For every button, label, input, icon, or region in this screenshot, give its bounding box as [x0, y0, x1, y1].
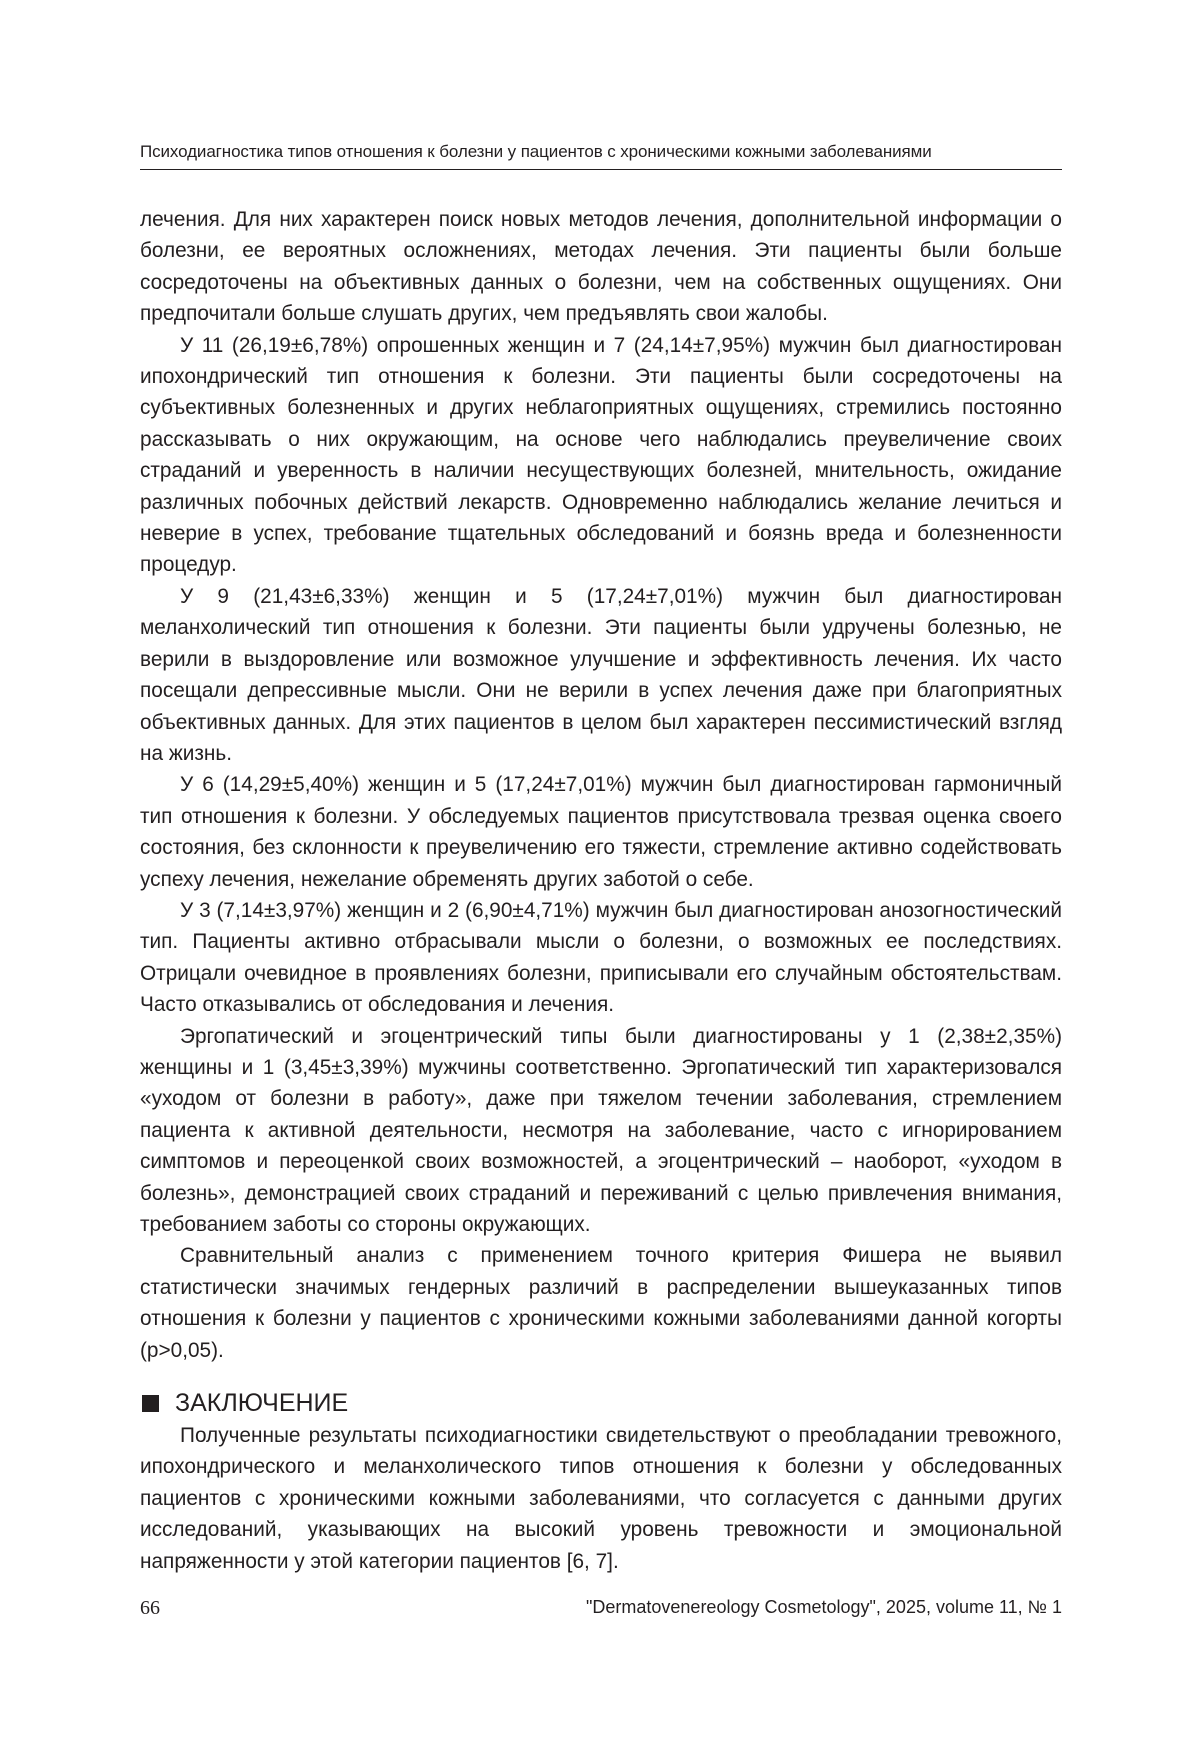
paragraph-fisher-test: Сравнительный анализ с применением точного критерия Фишера не выявил статистически значимых гендерных различий в распределении вышеуказанных типов отношения к болезни у пациентов с хроническими кожными заболеваниями данной когорты (p>0,05). [140, 1244, 1062, 1362]
conclusion-paragraph: Полученные результаты психодиагностики свидетельствуют о преобладании тревожного, ипохондрического и меланхолического типов отношения к болезни у обследованных пациентов с хроническими кожными заболеваниями, что согласуется с данными других исследований, указывающих на высокий уровень тревожности и эмоциональной напряженности у этой категории пациентов [6, 7]. [140, 1424, 1062, 1573]
page-number: 66 [140, 1597, 160, 1619]
conclusion-heading [140, 1386, 1062, 1420]
paragraph-melancholic-type: У 9 (21,43±6,33%) женщин и 5 (17,24±7,01%) мужчин был диагностирован меланхолический тип отношения к болезни. Эти пациенты были удручены болезнью, не верили в выздоровление или возможное улучшение и эффективность лечения. Их часто посещали депрессивные мысли. Они не верили в успех лечения даже при благоприятных объективных данных. Для этих пациентов в целом был характерен пессимистический взгляд на жизнь. [140, 584, 1062, 765]
paragraph-hypochondriac-type: У 11 (26,19±6,78%) опрошенных женщин и 7 (24,14±7,95%) мужчин был диагностирован ипохондрический тип отношения к болезни. Эти пациенты были сосредоточены на субъективных болезненных и других неблагоприятных ощущениях, стремились постоянно рассказывать о них окружающим, на основе чего наблюдались преувеличение своих страданий и уверенность в наличии несуществующих болезней, мнительность, ожидание различных побочных действий лекарств. Одновременно наблюдались желание лечиться и неверие в успех, требование тщательных обследований и боязнь вреда и болезненности процедур. [140, 333, 1062, 577]
journal-citation: "Dermatovenereology Cosmetology", 2025, volume 11, № 1 [586, 1597, 1062, 1617]
paragraph-harmonious-type: У 6 (14,29±5,40%) женщин и 5 (17,24±7,01%) мужчин был диагностирован гармоничный тип отношения к болезни. У обследуемых пациентов присутствовала трезвая оценка своего состояния, без склонности к преувеличению его тяжести, стремление активно содействовать успеху лечения, нежелание обременять других заботой о себе. [140, 773, 1062, 891]
article-body [140, 204, 1062, 1577]
section-square-icon [142, 1395, 159, 1412]
paragraph-anosognosic-type: У 3 (7,14±3,97%) женщин и 2 (6,90±4,71%) мужчин был диагностирован анозогностический тип. Пациенты активно отбрасывали мысли о болезни, о возможных ее последствиях. Отрицали очевидное в проявлениях болезни, приписывали его случайным обстоятельствам. Часто отказывались от обследования и лечения. [140, 898, 1062, 1017]
paragraph-continuation: лечения. Для них характерен поиск новых методов лечения, дополнительной информации о болезни, ее вероятных осложнениях, методах лечения. Эти пациенты были больше сосредоточены на объективных данных о болезни, чем на собственных ощущениях. Они предпочитали больше слушать других, чем предъявлять свои жалобы. [140, 208, 1062, 326]
paragraph-ergopathic-egocentric-types: Эргопатический и эгоцентрический типы были диагностированы у 1 (2,38±2,35%) женщины и 1 (3,45±3,39%) мужчины соответственно. Эргопатический тип характеризовался «уходом от болезни в работу», даже при тяжелом течении заболевания, стремлением пациента к активной деятельности, несмотря на заболевание, часто с игнорированием симптомов и переоценкой своих возможностей, а эгоцентрический – наоборот, «уходом в болезнь», демонстрацией своих страданий и переживаний с целью привлечения внимания, требованием заботы со стороны окружающих. [140, 1024, 1062, 1236]
conclusion-heading-text: ЗАКЛЮЧЕНИЕ [175, 1389, 349, 1418]
running-header: Психодиагностика типов отношения к болезни у пациентов с хроническими кожными заболеваниями [140, 141, 1062, 170]
